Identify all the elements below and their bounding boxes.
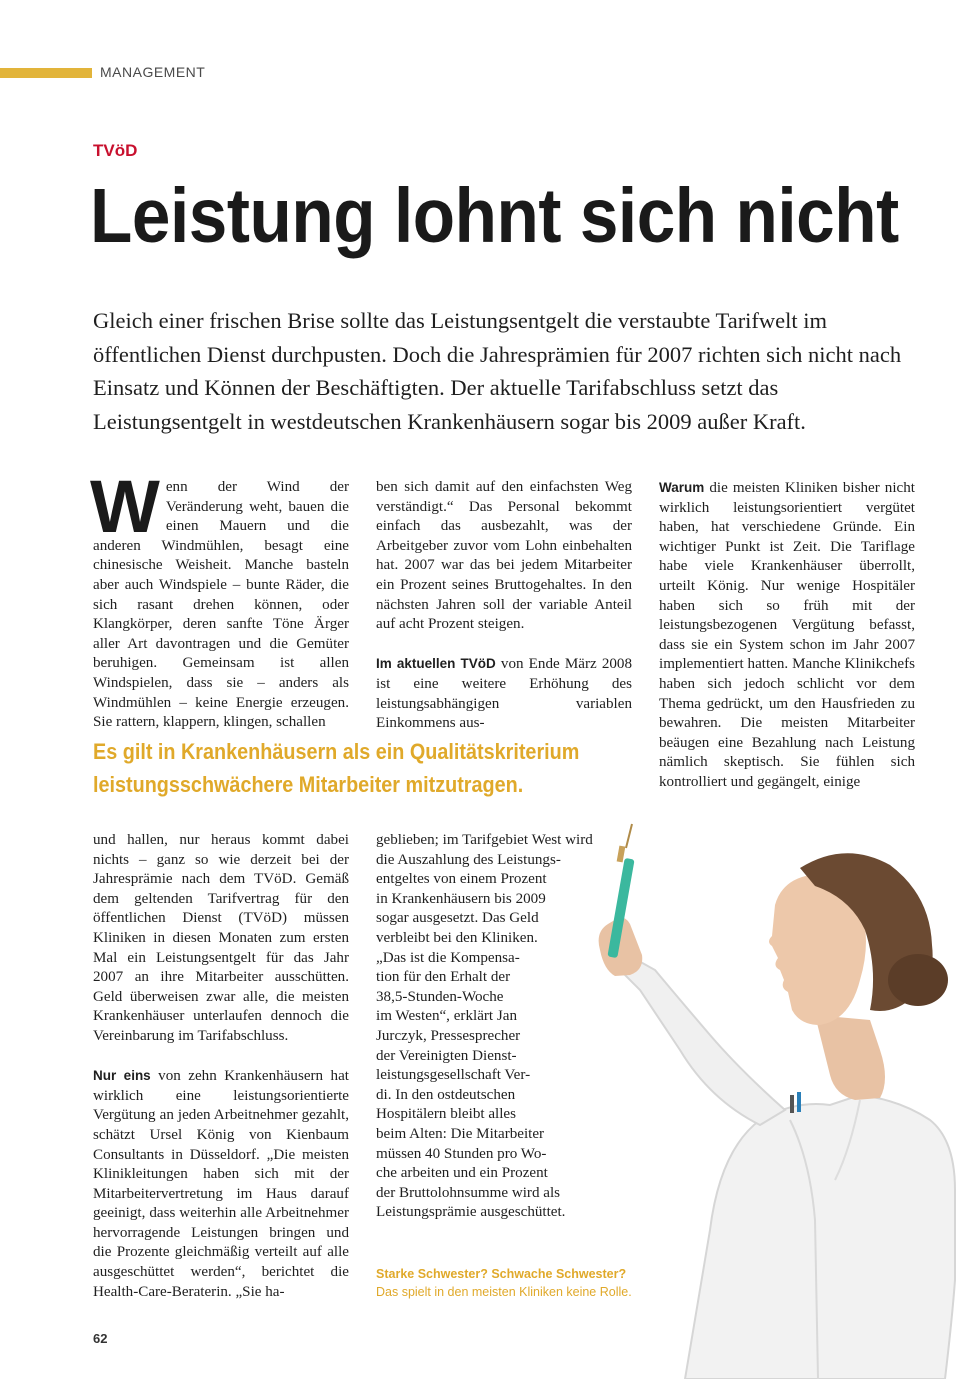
paragraph: ben sich damit auf den einfachsten Weg verständigt.“ Das Personal bekommt einfach das ausbezahlt, was der Arbeitgeber zuvor vom Lohn einbehalten hat. 2007 war das bei jedem Mitarbeiter ein Prozent seines Bruttogehaltes. In den nächsten Jahren soll der variable Anteil auf acht Prozent steigen.: [376, 479, 632, 633]
line: leistungsgesellschaft Ver-: [376, 1067, 531, 1084]
line: sogar ausgesetzt. Das Geld: [376, 910, 539, 927]
line: Jurczyk, Pressesprecher: [376, 1027, 521, 1044]
line: verbleibt bei den Kliniken.: [376, 929, 538, 946]
dropcap: W: [90, 465, 160, 548]
run-in-heading: Warum: [659, 480, 705, 495]
line: die Auszahlung des Leistungs-: [376, 851, 561, 868]
line: in Krankenhäusern bis 2009: [376, 890, 546, 907]
column-text: die meisten Kliniken bisher nicht wirklich leistungsorientiert vergütet haben, hat verschiedene Gründe. Ein wichtiger Punkt ist Zeit. Die Tariflage habe viele Krankenhäuser überrollt, urteilt König. Nur wenige Hospitäler haben sich so früh mit der leistungsbezogenen Vergütung befasst, dass sie ein System schon im Jahr 2007 implementiert hatten. Manche Klinikchefs haben sich jedoch schlicht vor dem Thema gedrückt, um den Hausfrieden zu bewahren. Die meisten Mitarbeiter beäugen eine Bezahlung nach Leistung nämlich skeptisch. Sie fühlen sich kontrolliert und gegängelt, einige: [659, 480, 915, 790]
paragraph-text: von zehn Krankenhäusern hat wirklich eine leistungsorientierte Vergütung an jeden Arbeitnehmer gezahlt, schätzt Ursel König von Kienbaum Consultants in Düsseldorf. „Die meisten Klinikleitungen haben sich mit der Mitarbeitervertretung im Haus darauf geeinigt, dass weiterhin alle Arbeitnehmer hervorragende Leistungen bringen und die Prozente gleichmäßig verteilt auf alle ausgeschüttet werden“, berichtet die Health-Care-Beraterin. „Sie ha-: [93, 1068, 349, 1300]
column-3: [659, 478, 915, 793]
article-lead: Gleich einer frischen Brise sollte das Leistungsentgelt die verstaubte Tarifwelt im öffentlichen Dienst durchpusten. Doch die Jahresprämien für 2007 richten sich nicht nach Einsatz und Können der Beschäftigten. Der aktuelle Tarifabschluss setzt das Leistungsentgelt in westdeutschen Krankenhäusern sogar bis 2009 außer Kraft.: [93, 308, 902, 434]
section-label: MANAGEMENT: [100, 64, 206, 80]
pull-quote: [93, 735, 579, 801]
line: der Vereinigten Dienst-: [376, 1047, 517, 1064]
paragraph-text: von Ende März 2008 ist eine weitere Erhöhung des leistungsabhängigen variablen Einkommens aus-: [376, 656, 633, 732]
line: Leistungsprämie ausgeschüttet.: [376, 1204, 566, 1221]
photo-caption: [376, 1265, 632, 1301]
line: der Bruttolohnsumme wird als: [376, 1184, 561, 1201]
line: geblieben; im Tarifgebiet West wird: [376, 832, 593, 848]
line: 38,5-Stunden-Woche: [376, 988, 504, 1005]
paragraph: und hallen, nur heraus kommt dabei nichts – ganz so wie derzeit bei der Jahresprämie nach dem TVöD. Gemäß dem geltenden Tarifvertrag für den öffentlichen Dienst (TVöD) müssen Kliniken in diesen Monaten zum ersten Mal ein Leistungsentgelt für das Jahr 2007 an ihre Mitarbeiter ausschütten. Geld überweisen zwar alle, die meisten Krankenhäuser unterlaufen dennoch die Vereinbarung im Tarifabschluss.: [93, 832, 349, 1044]
line: entgeltes von einem Prozent: [376, 871, 547, 888]
pull-quote-line: leistungsschwächere Mitarbeiter mitzutragen.: [93, 772, 524, 797]
pull-quote-line: Es gilt in Krankenhäusern als ein Qualitätskriterium: [93, 739, 580, 764]
line: tion für den Erhalt der: [376, 969, 511, 986]
article-title: Leistung lohnt sich nicht: [90, 173, 899, 259]
line: di. In den ostdeutschen: [376, 1086, 516, 1103]
page-number: 62: [93, 1331, 108, 1346]
paragraph: [376, 654, 632, 733]
line: che arbeiten und ein Prozent: [376, 1165, 548, 1182]
section-color-bar: [0, 68, 92, 78]
line: im Westen“, erklärt Jan: [376, 1008, 518, 1025]
line: müssen 40 Stunden pro Wo-: [376, 1145, 547, 1162]
column-2-top: [376, 478, 632, 734]
column-1-top: [90, 465, 349, 733]
line: Hospitälern bleibt alles: [376, 1106, 517, 1123]
run-in-heading: Im aktuellen TVöD: [376, 656, 496, 672]
line: „Das ist die Kompensa-: [376, 949, 520, 966]
paragraph: [93, 1066, 349, 1302]
run-in-heading: Nur eins: [93, 1068, 151, 1084]
line: beim Alten: Die Mitarbeiter: [376, 1125, 545, 1142]
column-text: enn der Wind der Veränderung weht, bauen die einen Mauern und die anderen Windmühlen, besagt eine chinesische Weisheit. Manche basteln aber auch Windspiele – bunte Räder, die sich rasant drehen können, oder Klangkörper, deren sanfte Töne Ärger aller Art davontragen und die Gemüter beruhigen. Gemeinsam ist allen Windspielen, dass sie – anders als Windmühlen – keine Energie erzeugen. Sie rattern, klappern, klingen, schallen: [93, 479, 349, 731]
caption-line: Starke Schwester? Schwache Schwester?: [376, 1267, 627, 1281]
column-1-bottom: [93, 831, 349, 1302]
caption-line: Das spielt in den meisten Kliniken keine Rolle.: [376, 1285, 632, 1299]
article-kicker: TVöD: [93, 141, 138, 160]
